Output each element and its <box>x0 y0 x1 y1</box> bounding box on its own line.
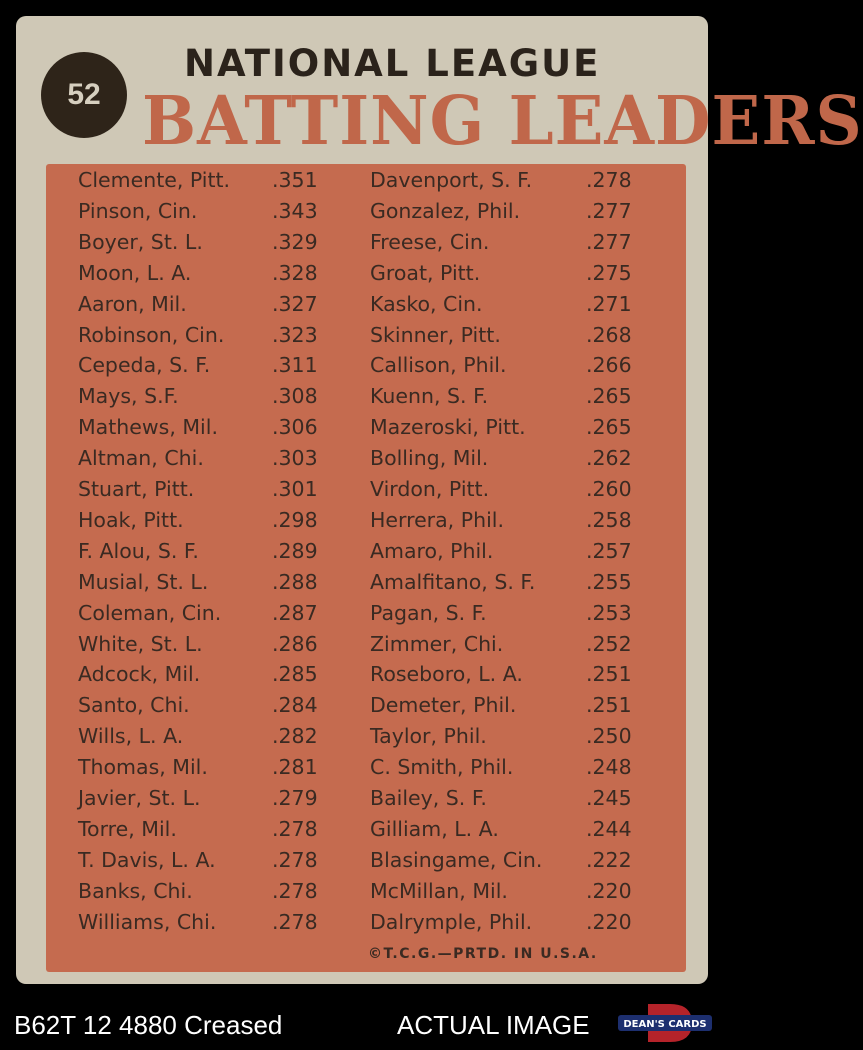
player-name: Mazeroski, Pitt. <box>370 415 526 440</box>
leader-row <box>370 320 650 350</box>
batting-average: .252 <box>586 631 632 656</box>
player-name: Amaro, Phil. <box>370 538 494 563</box>
batting-average: .278 <box>272 816 318 841</box>
leader-row <box>370 474 650 504</box>
leader-row <box>78 196 328 226</box>
leader-row <box>370 412 650 442</box>
player-name: Banks, Chi. <box>78 878 193 903</box>
batting-average: .328 <box>272 260 318 285</box>
leader-row <box>78 165 328 195</box>
leader-row <box>78 474 328 504</box>
leader-row <box>370 567 650 597</box>
batting-average: .271 <box>586 291 632 316</box>
batting-average: .351 <box>272 168 318 192</box>
leader-row <box>78 289 328 319</box>
leader-row <box>370 814 650 844</box>
player-name: Javier, St. L. <box>78 786 201 810</box>
player-name: Hoak, Pitt. <box>78 507 184 532</box>
card-number: 52 <box>67 78 101 111</box>
batting-average: .253 <box>586 600 632 625</box>
player-name: Kuenn, S. F. <box>370 384 489 409</box>
actual-image-label: ACTUAL IMAGE <box>397 1010 590 1040</box>
leader-row <box>370 690 650 720</box>
leader-row <box>370 289 650 319</box>
batting-average: .303 <box>272 446 318 471</box>
player-name: Aaron, Mil. <box>78 291 187 316</box>
leader-row <box>78 752 328 782</box>
batting-average: .255 <box>586 569 632 594</box>
player-name: Stuart, Pitt. <box>78 477 195 501</box>
batting-average: .220 <box>586 909 632 934</box>
batting-average: .222 <box>586 847 632 872</box>
leader-row <box>370 196 650 226</box>
batting-average: .278 <box>586 168 632 192</box>
batting-average: .258 <box>586 507 632 532</box>
batting-average: .288 <box>272 569 318 594</box>
player-name: Bolling, Mil. <box>370 446 489 471</box>
leader-row <box>78 443 328 473</box>
player-name: Williams, Chi. <box>78 909 217 934</box>
league-heading: NATIONAL LEAGUE <box>184 42 601 85</box>
batting-average: .275 <box>586 260 632 285</box>
player-name: Adcock, Mil. <box>78 662 201 687</box>
player-name: T. Davis, L. A. <box>78 847 216 872</box>
batting-average: .286 <box>272 631 318 656</box>
player-name: Virdon, Pitt. <box>370 477 490 501</box>
leader-row <box>78 412 328 442</box>
player-name: Thomas, Mil. <box>78 755 208 780</box>
leader-row <box>78 690 328 720</box>
leader-row <box>78 227 328 257</box>
player-name: Zimmer, Chi. <box>370 631 504 656</box>
leader-row <box>370 350 650 380</box>
player-name: Amalfitano, S. F. <box>370 569 536 594</box>
batting-average: .244 <box>586 816 632 841</box>
batting-average: .287 <box>272 600 318 625</box>
batting-average: .301 <box>272 477 318 501</box>
player-name: Robinson, Cin. <box>78 322 225 347</box>
player-name: Boyer, St. L. <box>78 229 203 254</box>
leader-row <box>370 752 650 782</box>
player-name: Pagan, S. F. <box>370 600 487 625</box>
batting-average: .268 <box>586 322 632 347</box>
leader-row <box>78 258 328 288</box>
player-name: Dalrymple, Phil. <box>370 909 533 934</box>
leader-row <box>370 227 650 257</box>
leader-row <box>370 536 650 566</box>
player-name: Musial, St. L. <box>78 569 209 594</box>
player-name: Santo, Chi. <box>78 693 190 718</box>
batting-average: .250 <box>586 724 632 749</box>
player-name: Torre, Mil. <box>78 816 177 841</box>
leader-row <box>370 443 650 473</box>
player-name: Freese, Cin. <box>370 229 490 254</box>
batting-average: .277 <box>586 198 632 223</box>
player-name: C. Smith, Phil. <box>370 755 514 780</box>
batting-average: .282 <box>272 724 318 749</box>
player-name: Bailey, S. F. <box>370 786 487 810</box>
player-name: Gilliam, L. A. <box>370 816 499 841</box>
batting-average: .260 <box>586 477 632 501</box>
batting-average: .311 <box>272 353 318 378</box>
card-number-badge <box>41 52 127 138</box>
batting-average: .329 <box>272 229 318 254</box>
player-name: Demeter, Phil. <box>370 693 517 718</box>
leader-row <box>78 536 328 566</box>
batting-average: .248 <box>586 755 632 780</box>
batting-average: .257 <box>586 538 632 563</box>
leader-row <box>370 505 650 535</box>
leader-row <box>370 721 650 751</box>
leader-row <box>78 629 328 659</box>
baseball-card-back <box>16 16 863 984</box>
listing-code: B62T 12 4880 Creased <box>14 1010 283 1040</box>
leader-row <box>370 907 650 937</box>
player-name: Coleman, Cin. <box>78 600 222 625</box>
player-name: Clemente, Pitt. <box>78 168 231 192</box>
batting-average: .306 <box>272 415 318 440</box>
player-name: Taylor, Phil. <box>370 724 487 749</box>
player-name: Blasingame, Cin. <box>370 847 543 872</box>
leader-row <box>78 598 328 628</box>
batting-average: .298 <box>272 507 318 532</box>
player-name: F. Alou, S. F. <box>78 538 199 563</box>
batting-average: .245 <box>586 786 632 810</box>
leader-row <box>78 505 328 535</box>
player-name: Pinson, Cin. <box>78 198 198 223</box>
leader-row <box>78 659 328 689</box>
batting-average: .279 <box>272 786 318 810</box>
batting-average: .251 <box>586 693 632 718</box>
leader-row <box>370 381 650 411</box>
batting-average: .251 <box>586 662 632 687</box>
player-name: Groat, Pitt. <box>370 260 481 285</box>
player-name: Cepeda, S. F. <box>78 353 211 378</box>
leader-row <box>370 876 650 906</box>
leader-row <box>78 381 328 411</box>
leader-row <box>370 258 650 288</box>
leader-row <box>370 659 650 689</box>
leader-row <box>370 598 650 628</box>
leader-row <box>78 567 328 597</box>
batting-average: .308 <box>272 384 318 409</box>
batting-average: .343 <box>272 198 318 223</box>
batting-average: .323 <box>272 322 318 347</box>
leader-row <box>370 629 650 659</box>
batting-average: .266 <box>586 353 632 378</box>
svg-text:DEAN'S CARDS: DEAN'S CARDS <box>623 1019 707 1030</box>
batting-average: .327 <box>272 291 318 316</box>
leader-row <box>370 783 650 813</box>
leader-row <box>78 907 328 937</box>
leader-row <box>370 845 650 875</box>
batting-average: .265 <box>586 415 632 440</box>
player-name: White, St. L. <box>78 631 203 656</box>
leader-row <box>78 783 328 813</box>
batting-average: .220 <box>586 878 632 903</box>
batting-average: .285 <box>272 662 318 687</box>
player-name: Moon, L. A. <box>78 260 192 285</box>
player-name: Wills, L. A. <box>78 724 184 749</box>
batting-average: .262 <box>586 446 632 471</box>
leader-row <box>78 721 328 751</box>
leader-row <box>78 845 328 875</box>
player-name: Altman, Chi. <box>78 446 204 471</box>
leader-row <box>370 165 650 195</box>
card-title: BATTING LEADERS <box>142 82 863 161</box>
player-name: Mathews, Mil. <box>78 415 218 440</box>
batting-average: .278 <box>272 847 318 872</box>
player-name: Gonzalez, Phil. <box>370 198 521 223</box>
leader-row <box>78 350 328 380</box>
batting-average: .281 <box>272 755 318 780</box>
player-name: Herrera, Phil. <box>370 507 504 532</box>
leader-row <box>78 814 328 844</box>
batting-average: .278 <box>272 878 318 903</box>
player-name: Davenport, S. F. <box>370 168 533 192</box>
leader-row <box>78 320 328 350</box>
player-name: Mays, S.F. <box>78 384 179 409</box>
batting-average: .278 <box>272 909 318 934</box>
copyright-line: ©T.C.G.—PRTD. IN U.S.A. <box>368 946 598 962</box>
batting-average: .277 <box>586 229 632 254</box>
deans-cards-logo <box>618 1002 712 1044</box>
batting-average: .284 <box>272 693 318 718</box>
player-name: Roseboro, L. A. <box>370 662 523 687</box>
player-name: Kasko, Cin. <box>370 291 483 316</box>
player-name: Callison, Phil. <box>370 353 507 378</box>
leader-row <box>78 876 328 906</box>
batting-average: .289 <box>272 538 318 563</box>
player-name: Skinner, Pitt. <box>370 322 501 347</box>
batting-average: .265 <box>586 384 632 409</box>
player-name: McMillan, Mil. <box>370 878 508 903</box>
